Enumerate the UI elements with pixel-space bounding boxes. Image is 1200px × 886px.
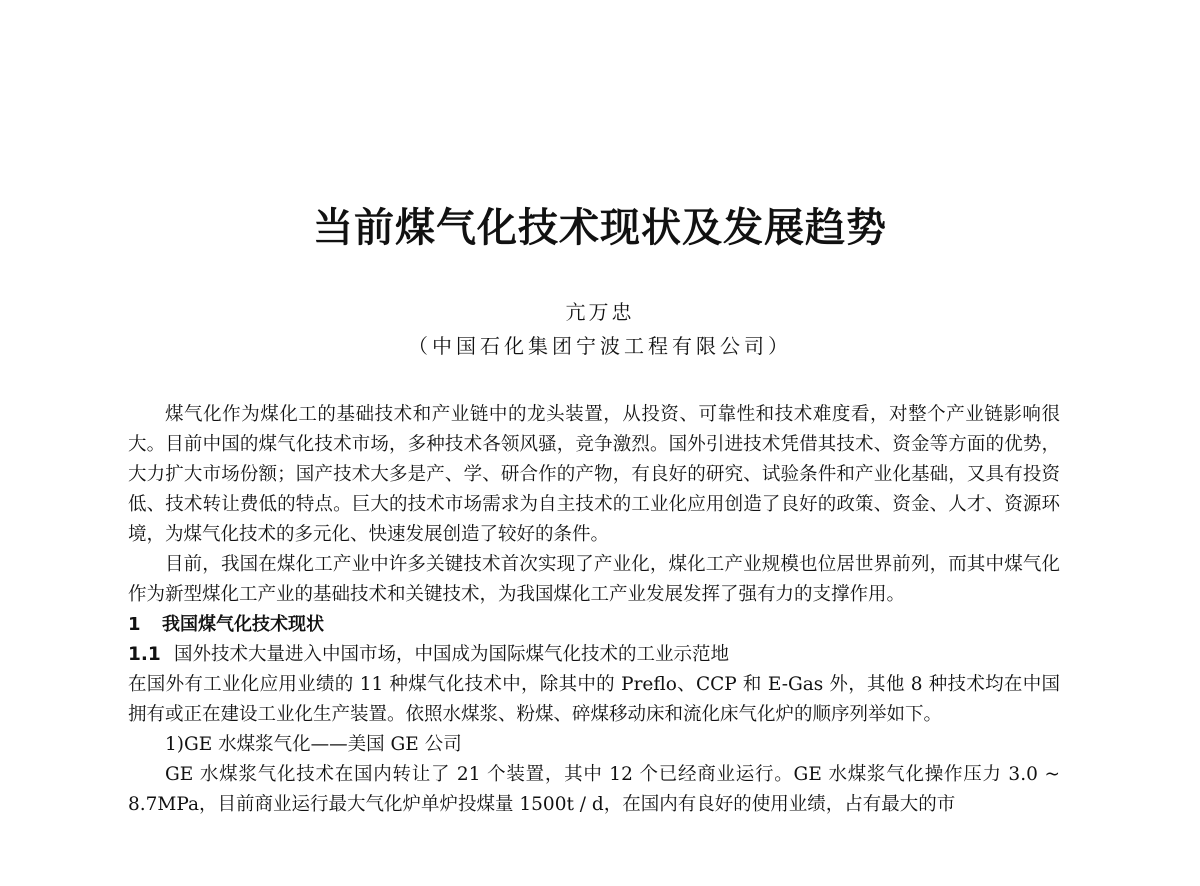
section-number: 1 <box>128 614 141 635</box>
paragraph-2: 目前，我国在煤化工产业中许多关键技术首次实现了产业化，煤化工产业规模也位居世界前列，而其中煤气化作为新型煤化工产业的基础技术和关键技术，为我国煤化工产业发展发挥了强有力的支撑作用。 <box>128 554 1060 605</box>
subsection-title: 国外技术大量进入中国市场，中国成为国际煤气化技术的工业示范地 <box>174 644 730 665</box>
section-heading-1-1 <box>128 640 1060 670</box>
section-heading-1 <box>128 610 1060 640</box>
list-item-1: 1)GE 水煤浆气化——美国 GE 公司 <box>165 734 462 755</box>
paper-title: 当前煤气化技术现状及发展趋势 <box>313 205 887 251</box>
paragraph-3: 在国外有工业化应用业绩的 11 种煤气化技术中，除其中的 Preflo、CCP 和 E-Gas 外，其他 8 种技术均在中国拥有或正在建设工业化生产装置。依照水煤浆、粉煤、碎煤移动床和流化床气化炉的顺序列举如下。 <box>128 674 1060 725</box>
section-title: 我国煤气化技术现状 <box>162 614 324 635</box>
body-text <box>128 400 1060 820</box>
subsection-number: 1.1 <box>128 644 161 665</box>
author-affiliation: （中国石化集团宁波工程有限公司） <box>408 334 792 358</box>
author-name: 亢万忠 <box>565 300 635 324</box>
paragraph-4: GE 水煤浆气化技术在国内转让了 21 个装置，其中 12 个已经商业运行。GE 水煤浆气化操作压力 3.0 ~ 8.7MPa，目前商业运行最大气化炉单炉投煤量 1500t / d，在国内有良好的使用业绩，占有最大的市 <box>128 764 1060 815</box>
paragraph-1: 煤气化作为煤化工的基础技术和产业链中的龙头装置，从投资、可靠性和技术难度看，对整个产业链影响很大。目前中国的煤气化技术市场，多种技术各领风骚，竞争激烈。国外引进技术凭借其技术、资金等方面的优势，大力扩大市场份额；国产技术大多是产、学、研合作的产物，有良好的研究、试验条件和产业化基础，又具有投资低、技术转让费低的特点。巨大的技术市场需求为自主技术的工业化应用创造了良好的政策、资金、人才、资源环境，为煤气化技术的多元化、快速发展创造了较好的条件。 <box>128 404 1060 545</box>
